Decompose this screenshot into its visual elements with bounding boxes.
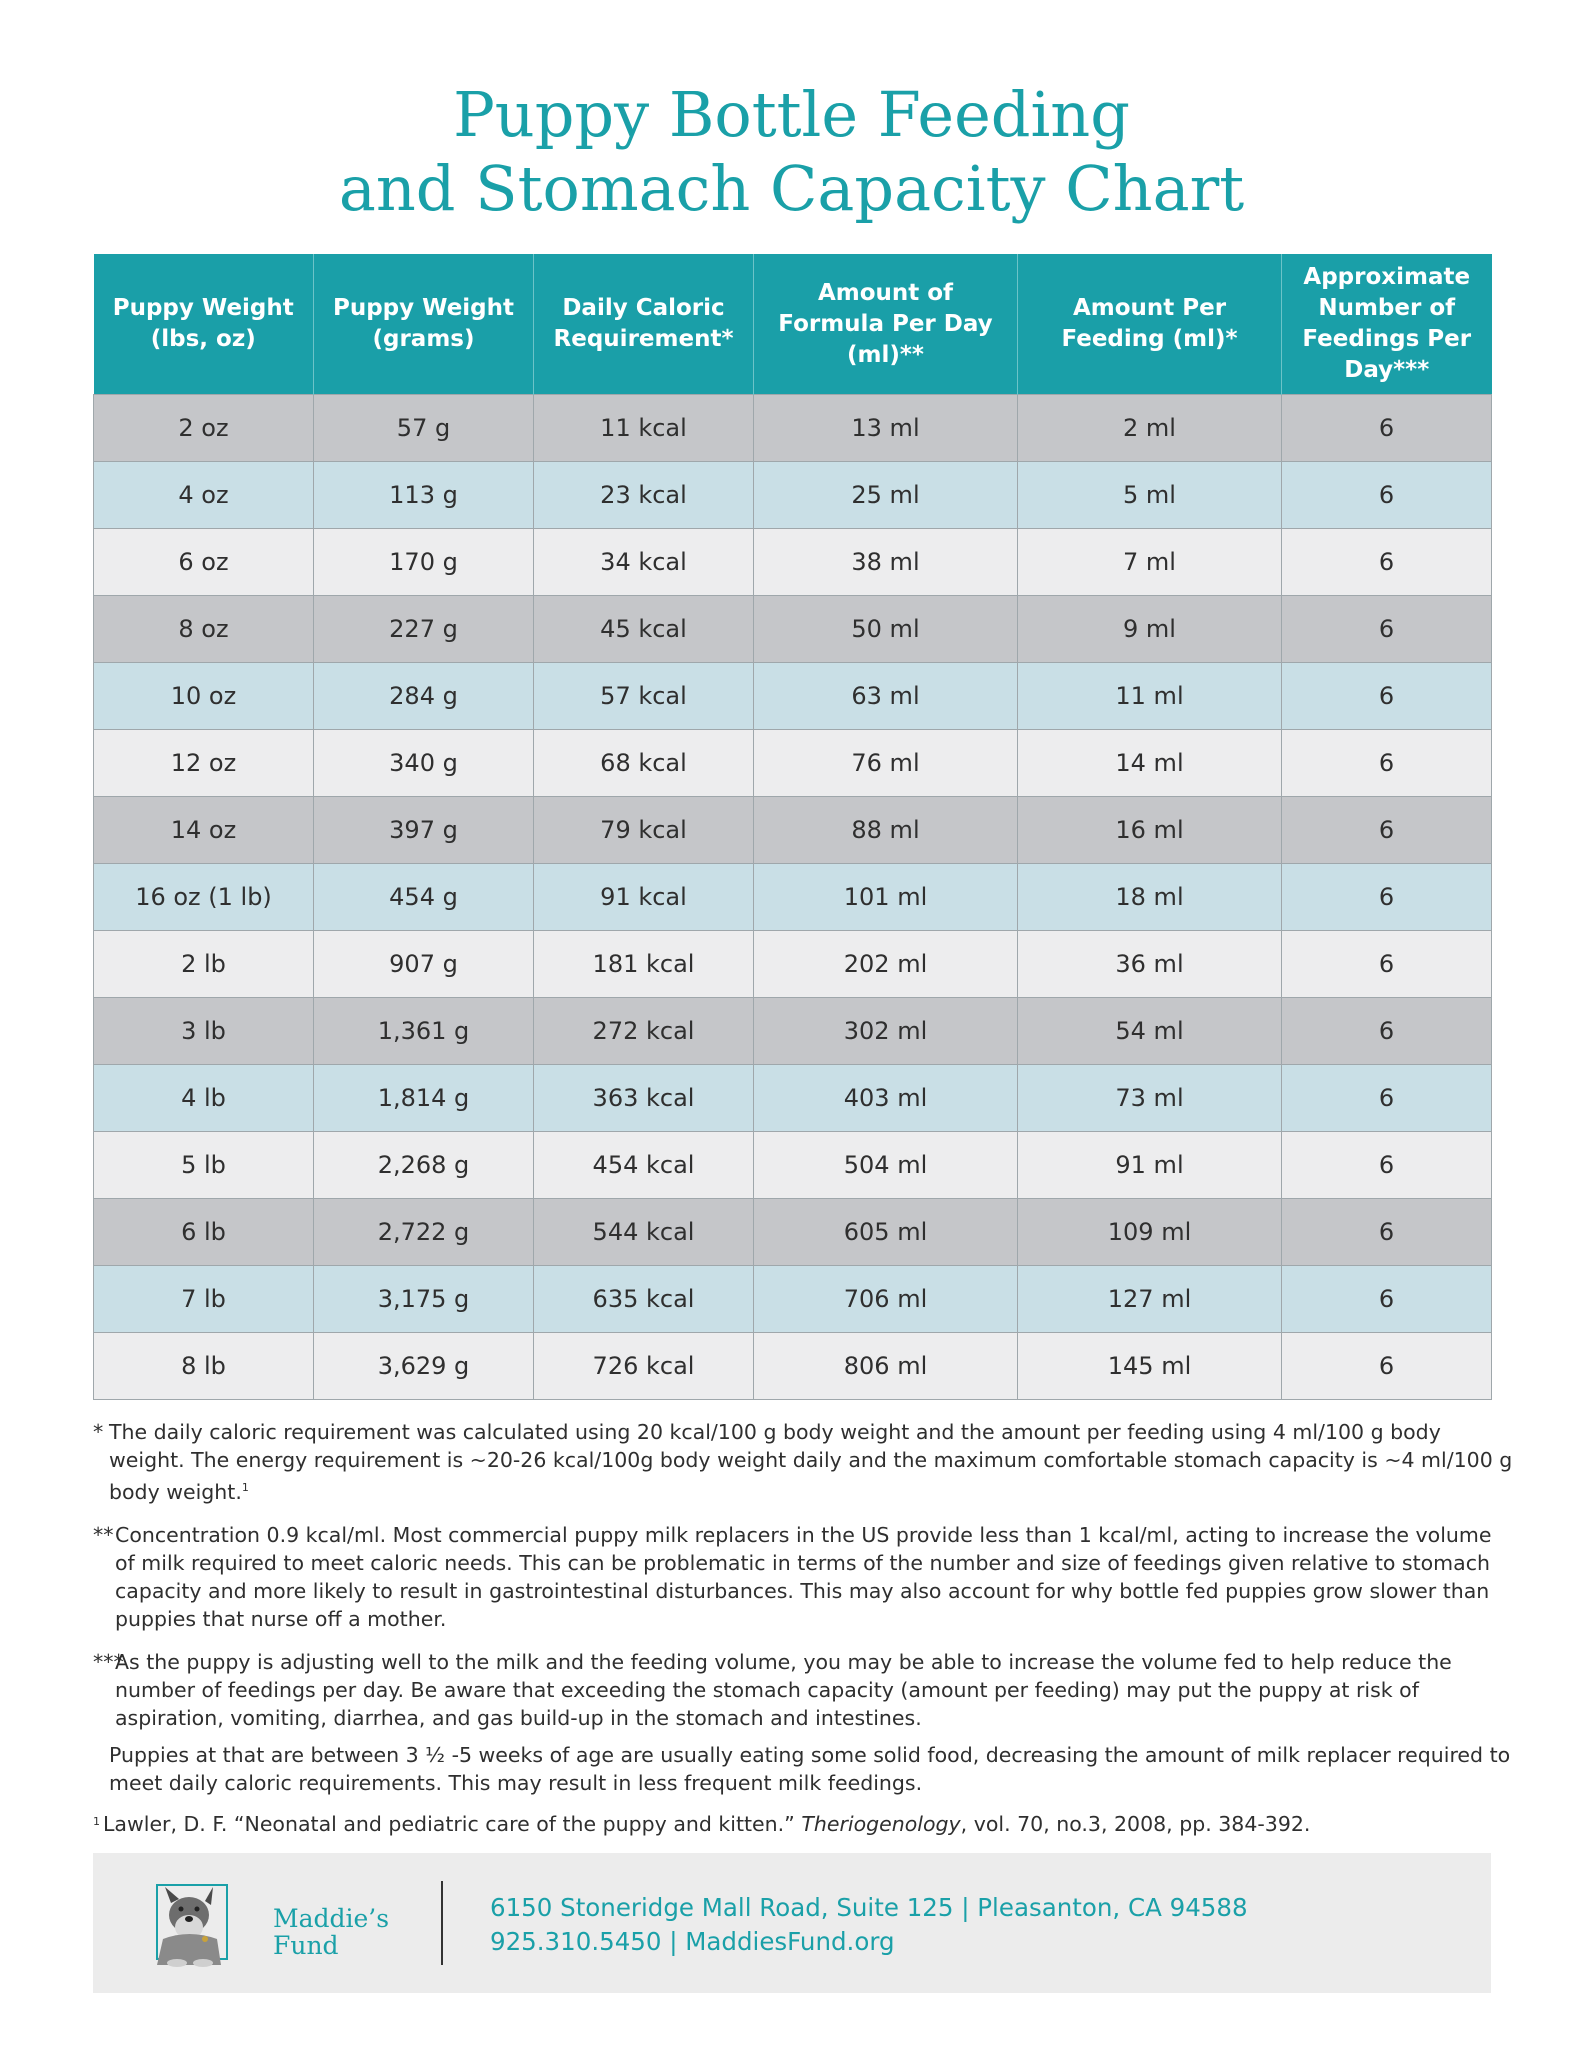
cell-weight-grams: 113 g [314,462,534,529]
cell-amount-per-feeding: 54 ml [1018,998,1282,1065]
feeding-chart-table [93,254,1492,1400]
footnote-1-sup: 1 [241,1481,249,1494]
table-header-row [94,254,1492,395]
cell-weight-lbs: 5 lb [94,1132,314,1199]
cell-weight-grams: 2,722 g [314,1199,534,1266]
title-line-2: and Stomach Capacity Chart [338,152,1245,225]
cell-weight-lbs: 14 oz [94,797,314,864]
cell-daily-caloric: 45 kcal [534,596,754,663]
cell-formula-per-day: 76 ml [754,730,1018,797]
cell-feedings-per-day: 6 [1282,998,1492,1065]
header-formula-per-day: Amount of Formula Per Day (ml)** [754,254,1018,395]
cell-feedings-per-day: 6 [1282,931,1492,998]
cell-feedings-per-day: 6 [1282,529,1492,596]
cell-formula-per-day: 706 ml [754,1266,1018,1333]
cell-daily-caloric: 79 kcal [534,797,754,864]
cell-amount-per-feeding: 7 ml [1018,529,1282,596]
footnote-3-continued: Puppies at that are between 3 ½ -5 weeks of age are usually eating some solid food, decreasing the amount of milk replacer required to meet daily caloric requirements. This may result in less frequent milk feedings. [109,1742,1511,1795]
cell-daily-caloric: 23 kcal [534,462,754,529]
cell-weight-grams: 340 g [314,730,534,797]
header-weight-lbs: Puppy Weight (lbs, oz) [94,254,314,395]
table-row [94,1199,1492,1266]
cell-amount-per-feeding: 73 ml [1018,1065,1282,1132]
cell-weight-lbs: 3 lb [94,998,314,1065]
table-row [94,931,1492,998]
logo-text [273,1905,389,1959]
cell-formula-per-day: 202 ml [754,931,1018,998]
reference-text-a: Lawler, D. F. “Neonatal and pediatric care of the puppy and kitten.” [103,1811,795,1836]
cell-weight-lbs: 8 oz [94,596,314,663]
cell-feedings-per-day: 6 [1282,395,1492,462]
header-feedings-per-day: Approximate Number of Feedings Per Day*** [1282,254,1492,395]
reference-journal: Theriogenology [801,1811,961,1836]
cell-amount-per-feeding: 14 ml [1018,730,1282,797]
cell-weight-grams: 284 g [314,663,534,730]
footer [93,1853,1491,1993]
cell-daily-caloric: 68 kcal [534,730,754,797]
cell-weight-lbs: 8 lb [94,1333,314,1400]
cell-weight-lbs: 4 lb [94,1065,314,1132]
cell-weight-grams: 57 g [314,395,534,462]
cell-formula-per-day: 25 ml [754,462,1018,529]
cell-weight-grams: 227 g [314,596,534,663]
cell-feedings-per-day: 6 [1282,596,1492,663]
cell-daily-caloric: 726 kcal [534,1333,754,1400]
footer-divider [441,1881,443,1965]
cell-formula-per-day: 302 ml [754,998,1018,1065]
cell-feedings-per-day: 6 [1282,1333,1492,1400]
cell-weight-grams: 3,175 g [314,1266,534,1333]
cell-formula-per-day: 13 ml [754,395,1018,462]
footnote-2-text: Concentration 0.9 kcal/ml. Most commercial puppy milk replacers in the US provide less than 1 kcal/ml, acting to increase the volume of milk required to meet caloric needs. This can be problematic in terms of the number and size of feedings given relative to stomach capacity and more likely to result in gastrointestinal disturbances. This may also account for why bottle fed puppies grow slower than puppies that nurse off a mother. [115,1522,1492,1631]
cell-amount-per-feeding: 145 ml [1018,1333,1282,1400]
cell-weight-lbs: 6 oz [94,529,314,596]
cell-daily-caloric: 363 kcal [534,1065,754,1132]
table-row [94,730,1492,797]
cell-formula-per-day: 63 ml [754,663,1018,730]
cell-daily-caloric: 454 kcal [534,1132,754,1199]
address-line: 6150 Stoneridge Mall Road, Suite 125 | Pleasanton, CA 94588 [490,1893,1248,1922]
maddies-fund-logo [133,1881,390,1967]
cell-weight-lbs: 6 lb [94,1199,314,1266]
cell-weight-grams: 170 g [314,529,534,596]
cell-daily-caloric: 181 kcal [534,931,754,998]
cell-weight-lbs: 2 lb [94,931,314,998]
header-daily-caloric: Daily Caloric Requirement* [534,254,754,395]
cell-formula-per-day: 101 ml [754,864,1018,931]
table-row [94,1132,1492,1199]
cell-weight-grams: 454 g [314,864,534,931]
footnotes [93,1418,1513,1853]
footnote-1 [93,1418,1513,1506]
cell-amount-per-feeding: 9 ml [1018,596,1282,663]
footnote-1-mark: * [93,1420,104,1444]
cell-weight-grams: 3,629 g [314,1333,534,1400]
cell-weight-lbs: 4 oz [94,462,314,529]
table-body [94,395,1492,1400]
footnote-3-mark: *** [93,1649,124,1674]
footnote-3-text: As the puppy is adjusting well to the milk and the feeding volume, you may be able to increase the volume fed to help reduce the number of feedings per day. Be aware that exceeding the stomach capacity (amount per feeding) may put the puppy at risk of aspiration, vomiting, diarrhea, and gas build-up in the stomach and intestines. [115,1649,1452,1730]
table-row [94,998,1492,1065]
cell-amount-per-feeding: 109 ml [1018,1199,1282,1266]
table-row [94,797,1492,864]
cell-weight-lbs: 16 oz (1 lb) [94,864,314,931]
table-row [94,395,1492,462]
footnote-2-mark: ** [93,1522,114,1547]
cell-formula-per-day: 88 ml [754,797,1018,864]
cell-formula-per-day: 403 ml [754,1065,1018,1132]
reference-text-b: , vol. 70, no.3, 2008, pp. 384-392. [960,1811,1311,1836]
cell-formula-per-day: 504 ml [754,1132,1018,1199]
logo-line-1: Maddie’s [273,1904,390,1933]
table-row [94,1266,1492,1333]
cell-amount-per-feeding: 91 ml [1018,1132,1282,1199]
cell-feedings-per-day: 6 [1282,1132,1492,1199]
schnauzer-dog-icon [133,1881,243,1967]
cell-feedings-per-day: 6 [1282,797,1492,864]
cell-daily-caloric: 34 kcal [534,529,754,596]
cell-weight-lbs: 7 lb [94,1266,314,1333]
page-title [0,78,1583,226]
cell-daily-caloric: 272 kcal [534,998,754,1065]
cell-formula-per-day: 50 ml [754,596,1018,663]
table-row [94,462,1492,529]
cell-feedings-per-day: 6 [1282,462,1492,529]
cell-feedings-per-day: 6 [1282,663,1492,730]
cell-weight-lbs: 10 oz [94,663,314,730]
cell-formula-per-day: 38 ml [754,529,1018,596]
title-line-1: Puppy Bottle Feeding [453,78,1130,151]
header-weight-grams: Puppy Weight (grams) [314,254,534,395]
cell-weight-grams: 2,268 g [314,1132,534,1199]
cell-formula-per-day: 605 ml [754,1199,1018,1266]
table-row [94,663,1492,730]
cell-weight-lbs: 12 oz [94,730,314,797]
logo-line-2: Fund [273,1931,339,1960]
cell-feedings-per-day: 6 [1282,1065,1492,1132]
cell-feedings-per-day: 6 [1282,1199,1492,1266]
cell-daily-caloric: 544 kcal [534,1199,754,1266]
cell-feedings-per-day: 6 [1282,730,1492,797]
table-row [94,596,1492,663]
footnote-2 [93,1521,1513,1633]
cell-weight-lbs: 2 oz [94,395,314,462]
cell-amount-per-feeding: 127 ml [1018,1266,1282,1333]
cell-amount-per-feeding: 11 ml [1018,663,1282,730]
cell-formula-per-day: 806 ml [754,1333,1018,1400]
cell-daily-caloric: 91 kcal [534,864,754,931]
cell-amount-per-feeding: 5 ml [1018,462,1282,529]
reference-mark: 1 [93,1814,100,1828]
cell-amount-per-feeding: 18 ml [1018,864,1282,931]
cell-amount-per-feeding: 16 ml [1018,797,1282,864]
cell-feedings-per-day: 6 [1282,1266,1492,1333]
table-row [94,1065,1492,1132]
footnote-3 [93,1648,1513,1732]
header-amount-per-feeding: Amount Per Feeding (ml)* [1018,254,1282,395]
footnote-1-text: The daily caloric requirement was calculated using 20 kcal/100 g body weight and the amount per feeding using 4 ml/100 g body weight. The energy requirement is ~20-26 kcal/100g body weight daily and the maximum comfortable stomach capacity is ~4 ml/100 g body weight. [109,1420,1513,1504]
cell-amount-per-feeding: 2 ml [1018,395,1282,462]
table-row [94,1333,1492,1400]
reference [93,1810,1513,1838]
contact-info [490,1891,1248,1959]
cell-daily-caloric: 635 kcal [534,1266,754,1333]
cell-weight-grams: 907 g [314,931,534,998]
cell-amount-per-feeding: 36 ml [1018,931,1282,998]
cell-feedings-per-day: 6 [1282,864,1492,931]
cell-daily-caloric: 57 kcal [534,663,754,730]
table-row [94,864,1492,931]
cell-weight-grams: 1,361 g [314,998,534,1065]
cell-weight-grams: 397 g [314,797,534,864]
table-row [94,529,1492,596]
cell-daily-caloric: 11 kcal [534,395,754,462]
phone-website-line[interactable]: 925.310.5450 | MaddiesFund.org [490,1927,895,1956]
cell-weight-grams: 1,814 g [314,1065,534,1132]
